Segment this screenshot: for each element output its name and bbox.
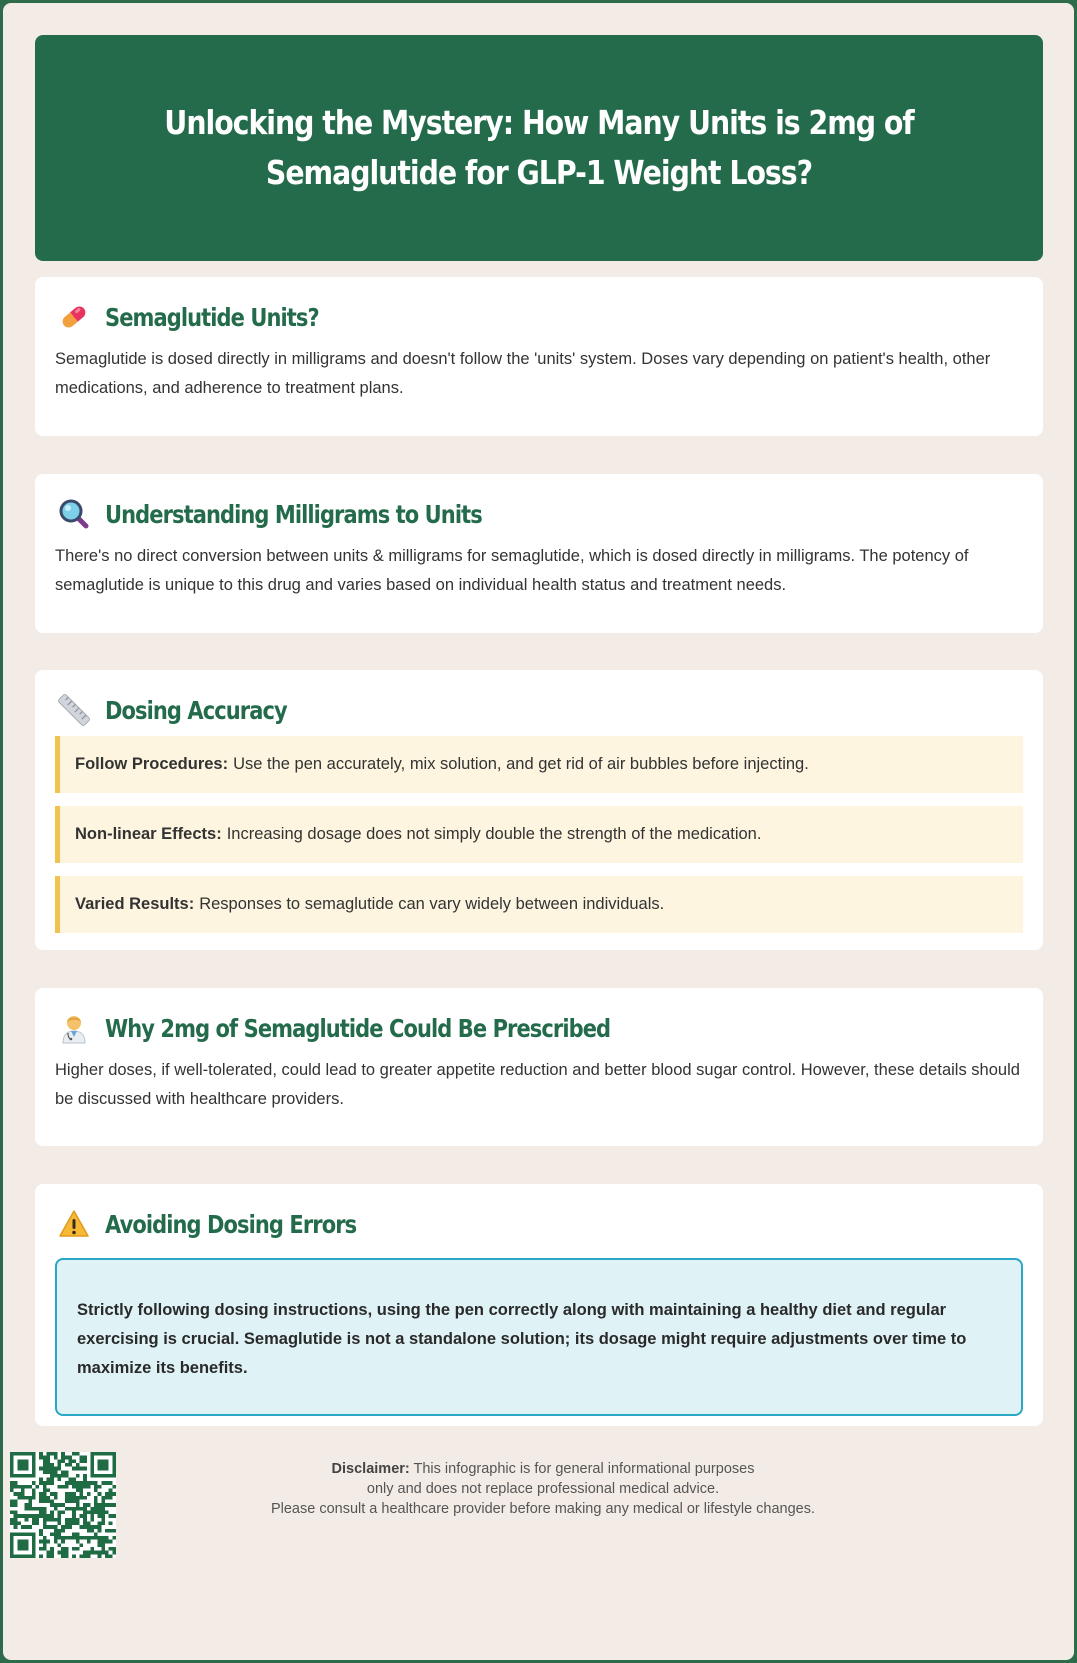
section-heading: Understanding Milligrams to Units	[105, 499, 482, 529]
section-body: There's no direct conversion between units & milligrams for semaglutide, which is dosed directly in milligrams. The potency of semaglutide is unique to this drug and varies based on individual health status and treatment needs.	[55, 547, 969, 594]
qr-code[interactable]	[10, 1452, 116, 1558]
tip-follow-procedures	[55, 736, 1023, 793]
card-dosing-accuracy	[35, 670, 1043, 950]
tip-non-linear-effects	[55, 806, 1023, 863]
disclaimer-line: Please consult a healthcare provider before making any medical or lifestyle changes.	[270, 1501, 816, 1517]
section-body: Semaglutide is dosed directly in milligrams and doesn't follow the 'units' system. Doses vary depending on patient's health, other medications, and adherence to treatment plans.	[55, 350, 991, 397]
tip-label: Varied Results:	[75, 895, 195, 913]
card-why-2mg	[35, 988, 1043, 1146]
tip-varied-results	[55, 876, 1023, 933]
title-banner	[35, 35, 1043, 261]
tip-text: Use the pen accurately, mix solution, and get rid of air bubbles before injecting.	[233, 755, 809, 773]
tip-label: Follow Procedures:	[75, 755, 229, 773]
pill-icon	[57, 300, 91, 334]
disclaimer-label: Disclaimer:	[331, 1461, 410, 1477]
infographic-page	[3, 3, 1074, 1660]
warning-icon	[57, 1207, 91, 1241]
section-heading: Avoiding Dosing Errors	[105, 1209, 357, 1239]
magnifier-icon	[57, 497, 91, 531]
page-title: Unlocking the Mystery: How Many Units is 2mg of Semaglutide for GLP-1 Weight Loss?	[164, 103, 914, 192]
tip-label: Non-linear Effects:	[75, 825, 222, 843]
card-semaglutide-units	[35, 277, 1043, 436]
section-heading: Semaglutide Units?	[105, 302, 319, 332]
disclaimer	[203, 1459, 883, 1519]
callout-box: Strictly following dosing instructions, using the pen correctly along with maintaining a healthy diet and regular exercising is crucial. Semaglutide is not a standalone solution; its dosage might require adjustments over time to maximize its benefits.	[55, 1258, 1023, 1416]
tip-text: Responses to semaglutide can vary widely between individuals.	[199, 895, 665, 913]
ruler-icon	[57, 693, 91, 727]
disclaimer-line: only and does not replace professional medical advice.	[366, 1481, 720, 1497]
card-milligrams-to-units	[35, 474, 1043, 633]
section-heading: Why 2mg of Semaglutide Could Be Prescribed	[105, 1013, 611, 1043]
disclaimer-line: This infographic is for general informational purposes	[413, 1461, 755, 1477]
section-heading: Dosing Accuracy	[105, 695, 287, 725]
doctor-icon	[57, 1011, 91, 1045]
tip-text: Increasing dosage does not simply double the strength of the medication.	[226, 825, 762, 843]
section-body: Higher doses, if well-tolerated, could lead to greater appetite reduction and better blood sugar control. However, these details should be discussed with healthcare providers.	[55, 1061, 1020, 1108]
card-avoiding-errors	[35, 1184, 1043, 1426]
